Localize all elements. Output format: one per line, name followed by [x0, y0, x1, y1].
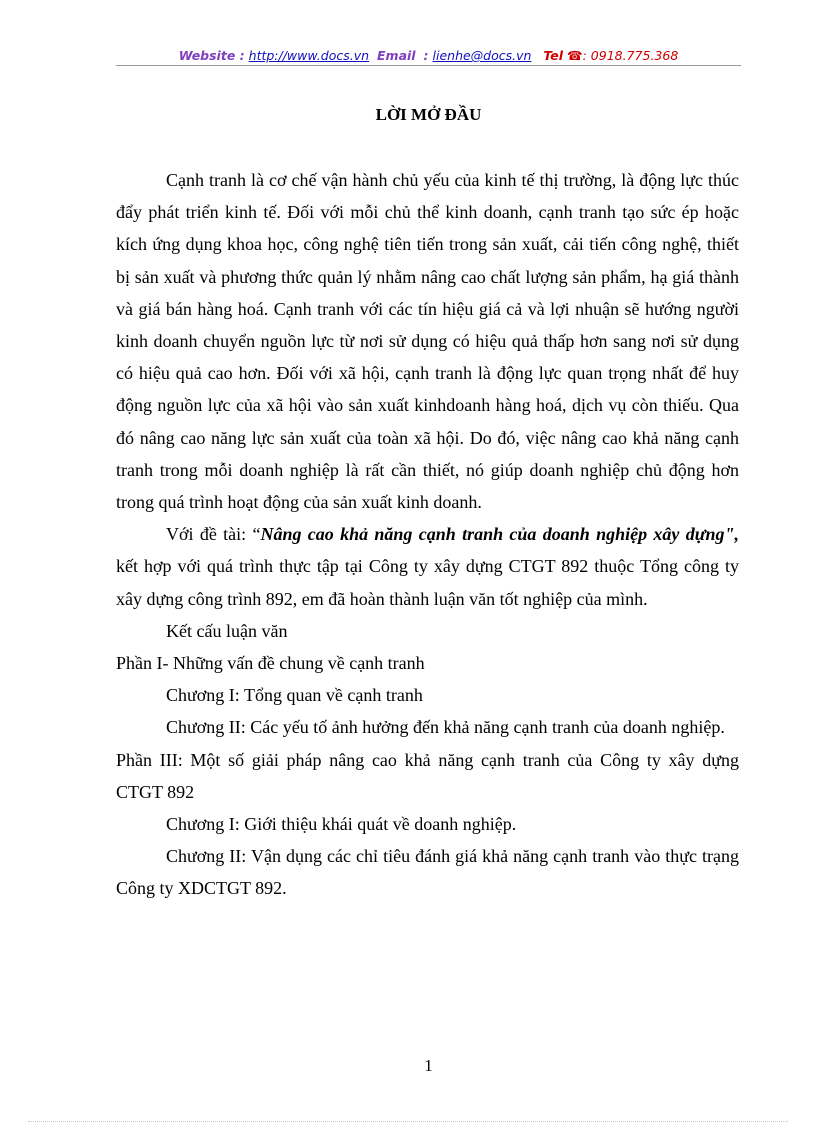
page-number: 1: [424, 1056, 433, 1075]
footer-divider: [28, 1121, 788, 1122]
website-link[interactable]: http://www.docs.vn: [248, 48, 370, 63]
outline-part-1-chapter-2: Chương II: Các yếu tố ảnh hưởng đến khả năng cạnh tranh của doanh nghiệp.: [166, 717, 725, 738]
outline-part-3: Phần III: Một số giải pháp nâng cao khả năng cạnh tranh của Công ty xây dựng CTGT 892: [116, 749, 739, 802]
outline-part-1: Phần I- Những vấn đề chung về cạnh tranh: [116, 653, 425, 674]
outline-part-3-chapter-2: Chương II: Vận dụng các chỉ tiêu đánh giá khả năng cạnh tranh vào thực trạng Công ty XDCTGT 892.: [116, 846, 739, 899]
email-separator: :: [423, 48, 429, 63]
tel-value: : 0918.775.368: [582, 48, 679, 63]
topic-title: Nâng cao khả năng cạnh tranh của doanh nghiệp xây dựng",: [260, 524, 739, 545]
structure-heading: Kết cấu luận văn: [166, 620, 288, 641]
document-body: [116, 164, 739, 905]
email-label: Email: [377, 48, 416, 63]
header-divider: [116, 65, 741, 66]
topic-suffix: kết hợp với quá trình thực tập tại Công ty xây dựng CTGT 892 thuộc Tổng công ty xây dựng công trình 892, em đã hoàn thành luận văn tốt nghiệp của mình.: [116, 556, 739, 609]
tel-label: Tel: [543, 48, 564, 63]
telephone-icon: ☎: [567, 48, 583, 63]
website-label: Website :: [178, 48, 245, 63]
email-link[interactable]: lienhe@docs.vn: [432, 48, 532, 63]
topic-prefix: Với đề tài: “: [166, 524, 261, 545]
intro-paragraph: Cạnh tranh là cơ chế vận hành chủ yếu của kinh tế thị trường, là động lực thúc đẩy phát triển kinh tế. Đối với mỗi chủ thể kinh doanh, cạnh tranh tạo sức ép hoặc kích ứng dụng khoa học, công nghệ tiên tiến trong sản xuất, cải tiến công nghệ, thiết bị sản xuất và phương thức quản lý nhằm nâng cao chất lượng sản phẩm, hạ giá thành và giá bán hàng hoá. Cạnh tranh với các tín hiệu giá cả và lợi nhuận sẽ hướng người kinh doanh chuyển nguồn lực từ nơi sử dụng có hiệu quả thấp hơn sang nơi sử dụng có hiệu quả cao hơn. Đối với xã hội, cạnh tranh là động lực quan trọng nhất để huy động nguồn lực của xã hội vào sản xuất kinhdoanh hàng hoá, dịch vụ còn thiếu. Qua đó nâng cao năng lực sản xuất của toàn xã hội. Do đó, việc nâng cao khả năng cạnh tranh trong mỗi doanh nghiệp là rất cần thiết, nó giúp doanh nghiệp chủ động hơn trong quá trình hoạt động của sản xuất kinh doanh.: [116, 170, 739, 513]
page-title: LỜI MỞ ĐẦU: [375, 105, 482, 124]
page-header: [116, 47, 741, 65]
outline-part-1-chapter-1: Chương I: Tổng quan về cạnh tranh: [166, 685, 423, 706]
outline-part-3-chapter-1: Chương I: Giới thiệu khái quát về doanh nghiệp.: [166, 814, 517, 835]
topic-paragraph: [116, 518, 739, 615]
